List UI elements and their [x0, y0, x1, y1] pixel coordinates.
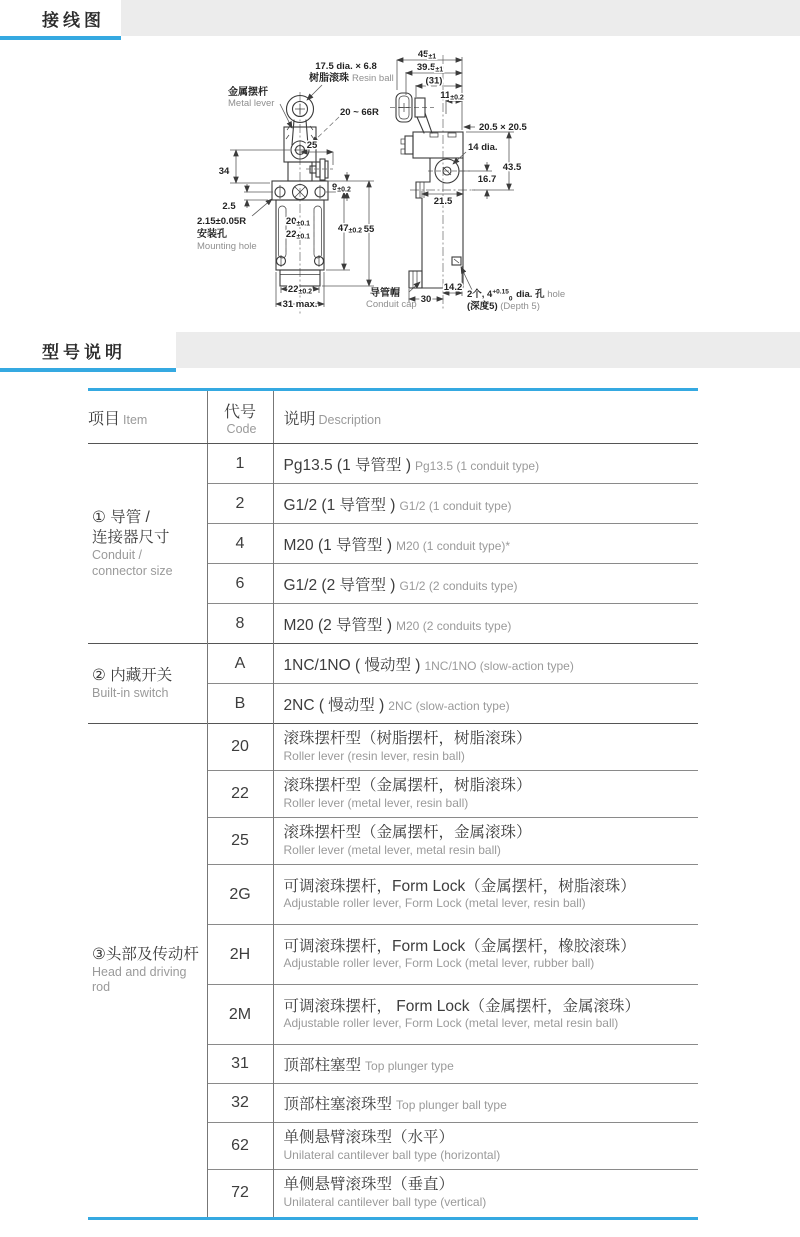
- lever-range-label: 20 ~ 66R: [340, 107, 379, 118]
- code-cell: 62: [207, 1123, 273, 1170]
- metal-lever-label-cn: 金属摆杆: [228, 87, 268, 98]
- table-row: [88, 444, 698, 484]
- description-cell: 顶部柱塞滚珠型 Top plunger ball type: [273, 1084, 698, 1123]
- description-cell: 可调滚珠摆杆， Form Lock（金属摆杆，金属滚珠） Adjustable roller lever, Form Lock (metal lever, metal resin ball): [273, 985, 698, 1045]
- limit-switch-drawing: [0, 40, 800, 332]
- model-code-table: [88, 388, 698, 1220]
- conduit-cap-label-cn: 导管帽: [370, 288, 400, 299]
- dim-16-7: 16.7: [477, 174, 497, 185]
- hole-note-line2: (深度5) (Depth 5): [467, 301, 540, 312]
- dim-9: 9±0.2: [332, 182, 351, 194]
- dim-2-5: 2.5: [222, 201, 236, 212]
- code-cell: 31: [207, 1045, 273, 1084]
- section-header-model: [0, 332, 800, 372]
- dim-22a: 22±0.1: [285, 229, 311, 241]
- dim-30: 30: [420, 294, 432, 305]
- description-cell: M20 (1 导管型 ) M20 (1 conduit type)*: [273, 524, 698, 564]
- dim-11: 11±0.2: [440, 90, 464, 102]
- description-cell: 滚珠摆杆型（金属摆杆，树脂滚珠） Roller lever (metal lever, resin ball): [273, 771, 698, 818]
- code-cell: 32: [207, 1084, 273, 1123]
- dim-31-max: 31 max.: [282, 299, 318, 310]
- left-view-labels: [197, 61, 417, 310]
- description-cell: 1NC/1NO ( 慢动型 ) 1NC/1NO (slow-action type): [273, 644, 698, 684]
- code-cell: 20: [207, 724, 273, 771]
- code-cell: 8: [207, 604, 273, 644]
- dim-20-5: 20.5 × 20.5: [479, 122, 527, 133]
- code-cell: 2: [207, 484, 273, 524]
- code-cell: 1: [207, 444, 273, 484]
- description-cell: 滚珠摆杆型（金属摆杆，金属滚珠） Roller lever (metal lever, metal resin ball): [273, 818, 698, 865]
- group-label-head: ③头部及传动杆 Head and driving rod: [88, 724, 207, 1217]
- roller-dim-label: 17.5 dia. × 6.8: [315, 61, 377, 72]
- group-label-switch: ② 内藏开关 Built-in switch: [88, 644, 207, 724]
- dim-21-5: 21.5: [433, 196, 453, 207]
- section-tab-model: [0, 332, 176, 372]
- description-cell: 可调滚珠摆杆，Form Lock（金属摆杆，树脂滚珠） Adjustable roller lever, Form Lock (metal lever, resin ball): [273, 865, 698, 925]
- code-cell: 2G: [207, 865, 273, 925]
- code-cell: 2M: [207, 985, 273, 1045]
- dim-14-dia: 14 dia.: [468, 142, 498, 153]
- section-header-wiring: [0, 0, 800, 40]
- dim-20: 20±0.1: [285, 216, 311, 228]
- header-code: 代号 Code: [207, 391, 273, 444]
- header-item: 项目 Item: [88, 391, 207, 444]
- code-cell: 72: [207, 1170, 273, 1217]
- description-cell: 可调滚珠摆杆，Form Lock（金属摆杆，橡胶滚珠） Adjustable roller lever, Form Lock (metal lever, rubber ball): [273, 925, 698, 985]
- code-cell: 25: [207, 818, 273, 865]
- code-cell: B: [207, 684, 273, 724]
- table-row: [88, 644, 698, 684]
- mounting-hole-label-en: Mounting hole: [197, 241, 257, 252]
- mounting-hole-label-cn: 安装孔: [197, 229, 227, 240]
- dim-14-2: 14.2: [443, 282, 463, 293]
- dim-47: 47±0.2: [337, 223, 363, 235]
- dim-39-5: 39.5±1: [416, 62, 444, 74]
- section-header-bar: [176, 332, 800, 368]
- mounting-hole-dim: 2.15±0.05R: [197, 216, 247, 227]
- group-label-conduit: ① 导管 / 连接器尺寸 Conduit / connector size: [88, 444, 207, 644]
- hole-note-line1: 2个, $4^{+0.15}_0$ dia. 孔 hole: [467, 288, 566, 303]
- section-title-model: 型号说明: [42, 342, 126, 362]
- description-cell: 2NC ( 慢动型 ) 2NC (slow-action type): [273, 684, 698, 724]
- dim-34: 34: [218, 166, 230, 177]
- dim-55: 55: [363, 224, 375, 235]
- dimension-drawing: [0, 40, 800, 332]
- description-cell: G1/2 (1 导管型 ) G1/2 (1 conduit type): [273, 484, 698, 524]
- table-row: [88, 724, 698, 771]
- code-cell: 4: [207, 524, 273, 564]
- resin-ball-label: 树脂滚珠 Resin ball: [309, 73, 394, 84]
- description-cell: 单侧悬臂滚珠型（水平） Unilateral cantilever ball type (horizontal): [273, 1123, 698, 1170]
- code-cell: 6: [207, 564, 273, 604]
- conduit-cap-label-en: Conduit cap: [366, 299, 417, 310]
- description-cell: 顶部柱塞型 Top plunger type: [273, 1045, 698, 1084]
- section-header-bar: [121, 0, 800, 36]
- section-tab-wiring: [0, 0, 121, 40]
- group-head: [88, 724, 698, 1217]
- dim-31-paren: (31): [425, 75, 443, 87]
- dim-43-5: 43.5: [502, 162, 522, 173]
- group-conduit: [88, 444, 698, 644]
- description-cell: G1/2 (2 导管型 ) G1/2 (2 conduits type): [273, 564, 698, 604]
- description-cell: 单侧悬臂滚珠型（垂直） Unilateral cantilever ball type (vertical): [273, 1170, 698, 1217]
- section-title-wiring: 接线图: [42, 10, 105, 30]
- dim-45: 45±1: [417, 49, 437, 61]
- description-cell: 滚珠摆杆型（树脂摆杆，树脂滚珠） Roller lever (resin lever, resin ball): [273, 724, 698, 771]
- metal-lever-label-en: Metal lever: [228, 98, 275, 109]
- left-view-dimensions: [230, 85, 420, 307]
- description-cell: Pg13.5 (1 导管型 ) Pg13.5 (1 conduit type): [273, 444, 698, 484]
- dim-22b: 22±0.2: [287, 284, 313, 296]
- code-cell: 22: [207, 771, 273, 818]
- group-switch: [88, 644, 698, 724]
- table-header-row: [88, 391, 698, 444]
- header-description: 说明 Description: [273, 391, 698, 444]
- code-cell: 2H: [207, 925, 273, 985]
- description-cell: M20 (2 导管型 ) M20 (2 conduits type): [273, 604, 698, 644]
- dim-25: 25: [306, 140, 318, 151]
- code-cell: A: [207, 644, 273, 684]
